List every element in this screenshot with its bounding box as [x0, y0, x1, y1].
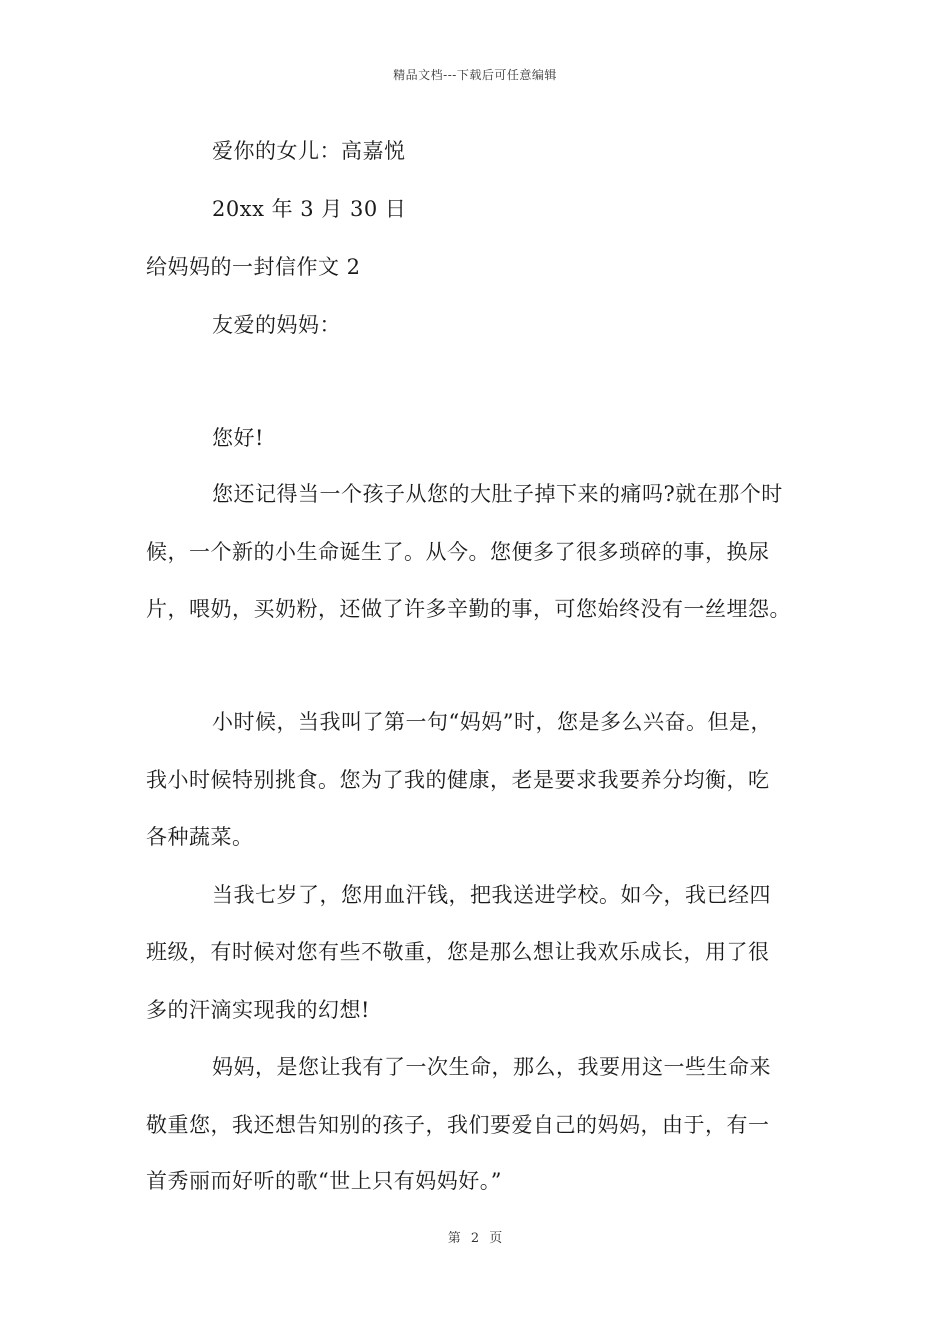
body-line: 我小时候特别挑食。您为了我的健康，老是要求我要养分均衡，吃: [146, 768, 770, 792]
body-line: 小时候，当我叫了第一句“妈妈”时，您是多么兴奋。但是，: [212, 710, 772, 734]
body-line: 敬重您，我还想告知别的孩子，我们要爱自己的妈妈，由于，有一: [146, 1113, 770, 1137]
greeting: 您好!: [212, 426, 264, 450]
date-line: 20xx 年 3 月 30 日: [212, 197, 407, 221]
signature-line: 爱你的女儿：高嘉悦: [212, 139, 406, 163]
letter-title: 给妈妈的一封信作文 2: [146, 255, 361, 279]
body-line: 首秀丽而好听的歌“世上只有妈妈好。”: [146, 1169, 502, 1193]
body-line: 片，喂奶，买奶粉，还做了许多辛勤的事，可您始终没有一丝埋怨。: [146, 597, 791, 621]
body-line: 您还记得当一个孩子从您的大肚子掉下来的痛吗?就在那个时: [212, 482, 783, 506]
body-line: 当我七岁了，您用血汗钱，把我送进学校。如今，我已经四: [212, 883, 771, 907]
body-line: 候，一个新的小生命诞生了。从今。您便多了很多琐碎的事，换尿: [146, 540, 770, 564]
body-line: 多的汗滴实现我的幻想!: [146, 998, 370, 1022]
body-line: 各种蔬菜。: [146, 825, 254, 849]
body-line: 班级，有时候对您有些不敬重，您是那么想让我欢乐成长，用了很: [146, 940, 770, 964]
body-line: 妈妈，是您让我有了一次生命，那么，我要用这一些生命来: [212, 1055, 771, 1079]
salutation: 友爱的妈妈：: [212, 313, 341, 337]
page-number: 第 2 页: [447, 1231, 503, 1246]
page-header: 精品文档---下载后可任意编辑: [393, 68, 557, 82]
